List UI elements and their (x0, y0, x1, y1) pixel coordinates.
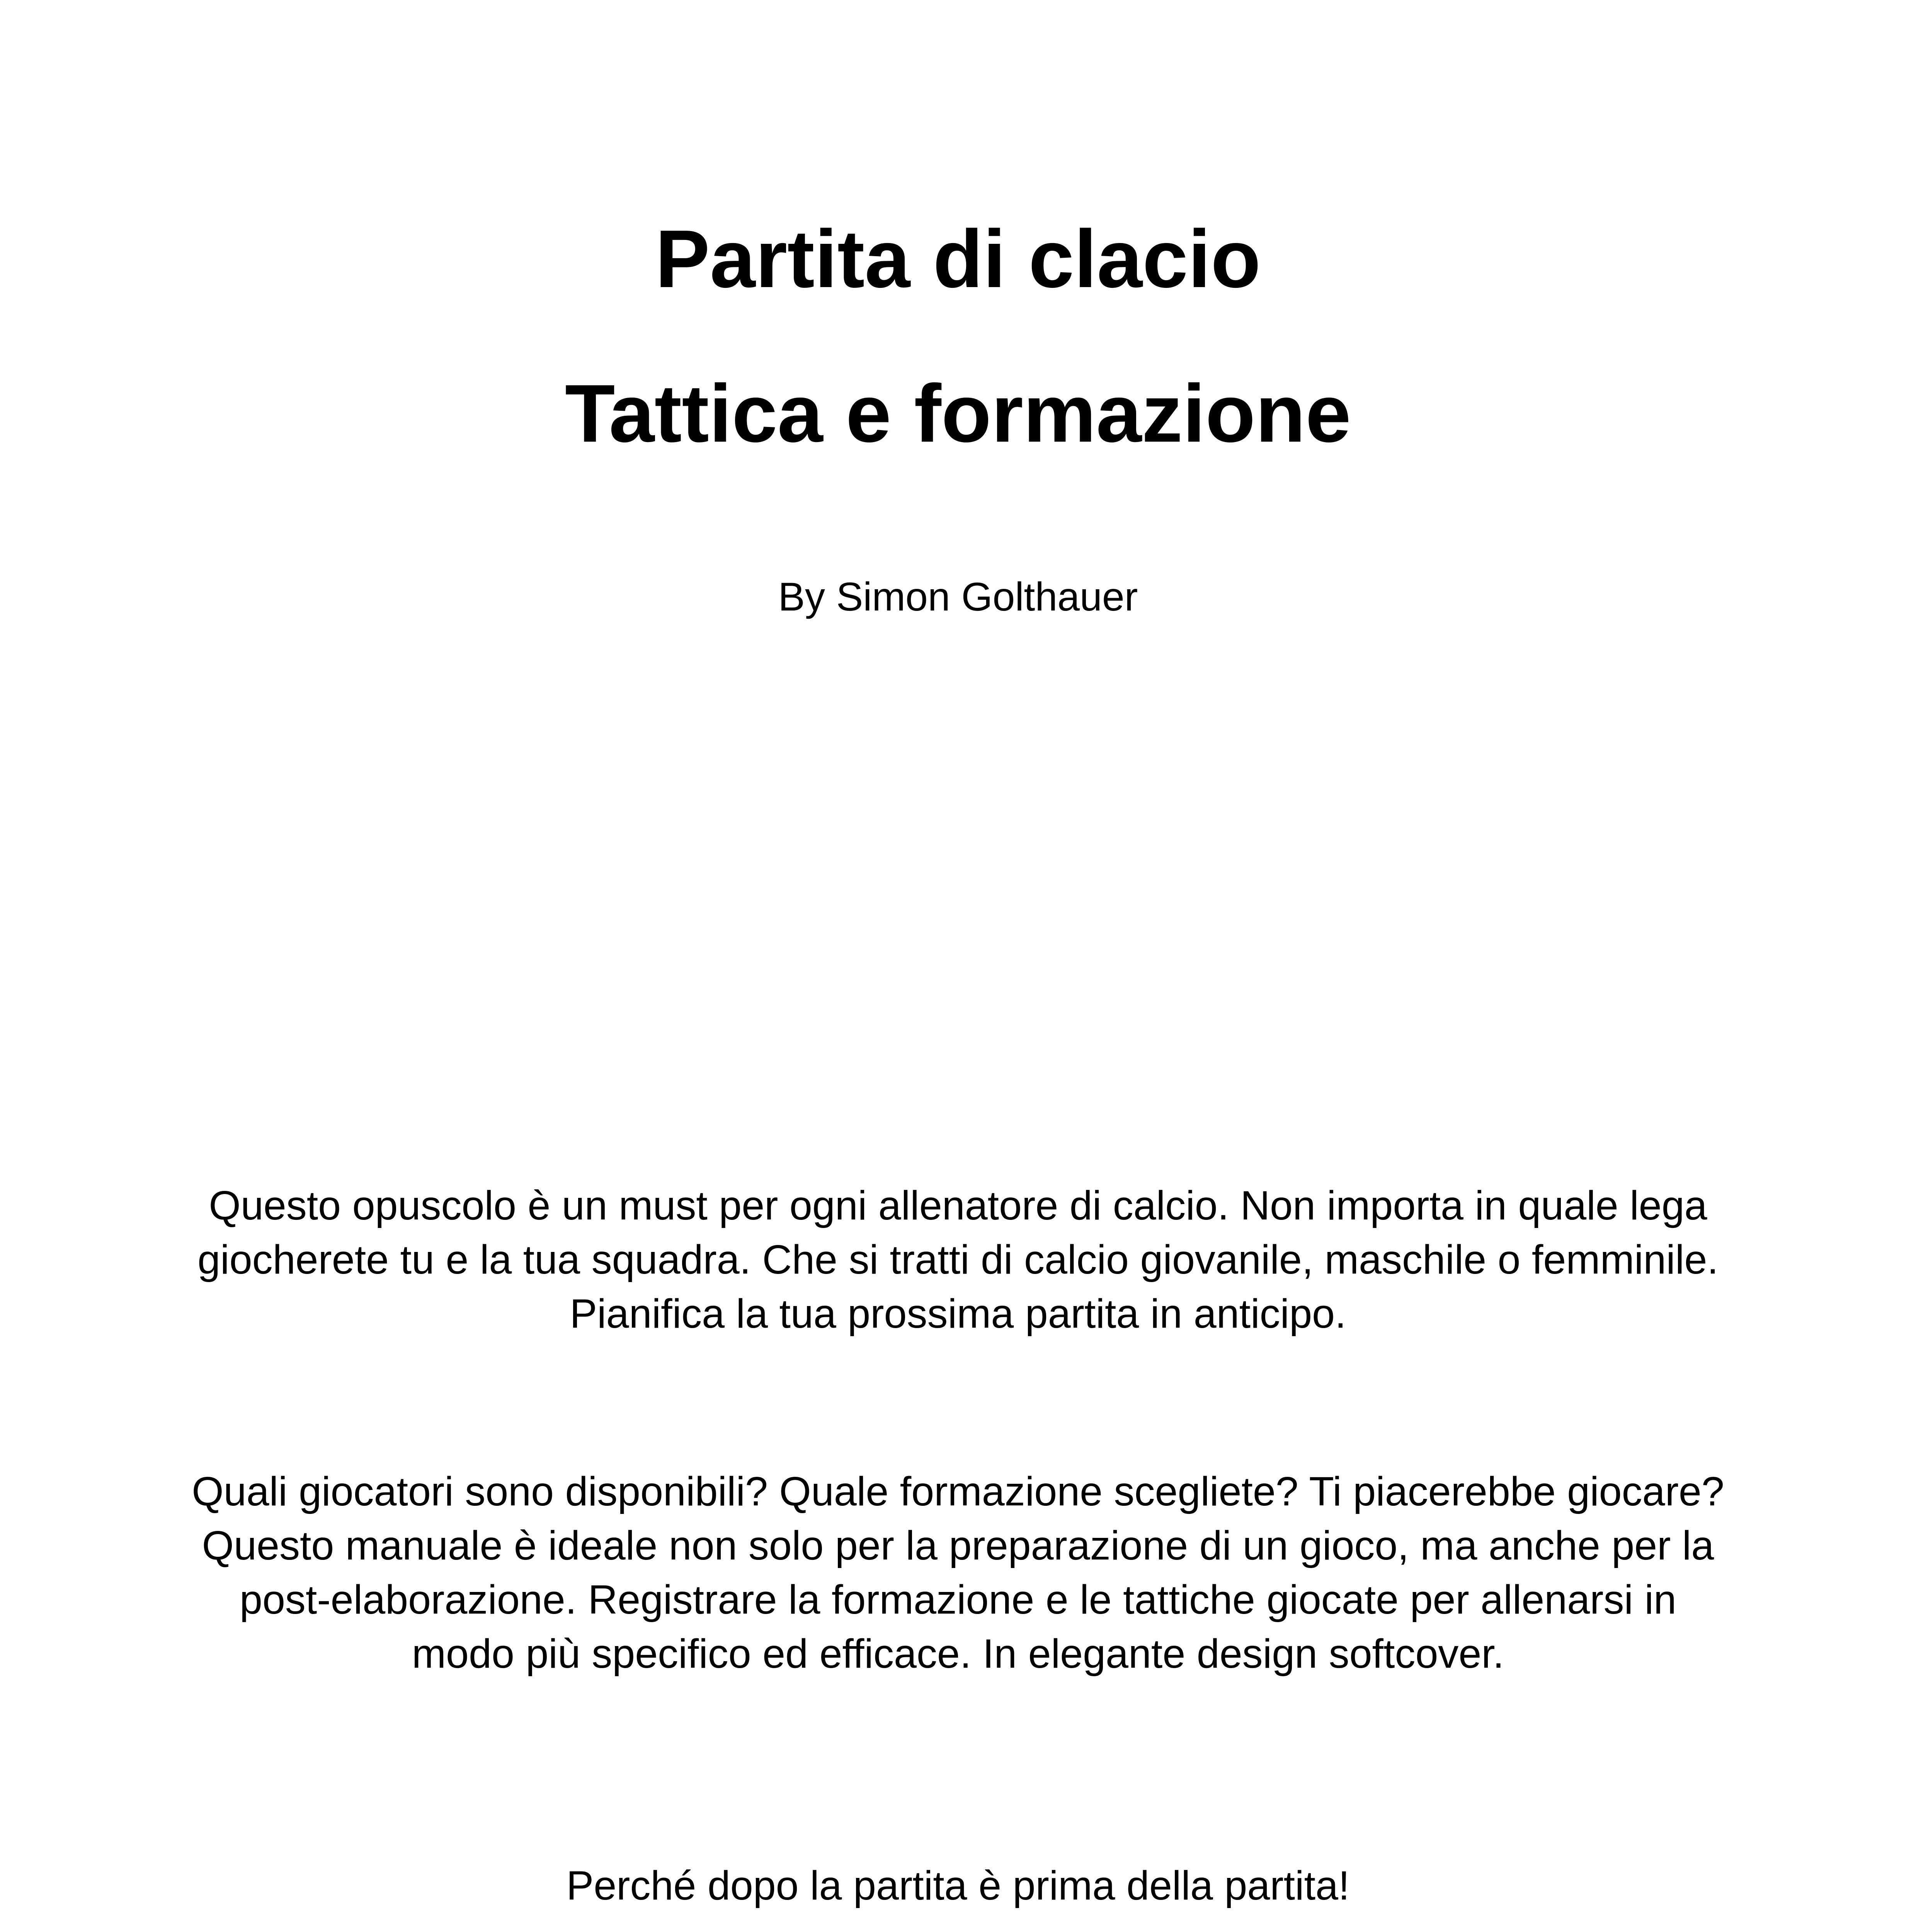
author-byline: By Simon Golthauer (778, 575, 1138, 619)
body-paragraph-2: Quali giocatori sono disponibili? Quale formazione scegliete? Ti piacerebbe giocare? Questo manuale è ideale non solo per la preparazione di un gioco, ma anche per la post-elaborazione. Registrare la formazione e le tattiche giocate per allenarsi in modo più specifico ed efficace. In elegante design softcover. (192, 1469, 1724, 1677)
title-block (0, 182, 1916, 491)
body-paragraph-1: Questo opuscolo è un must per ogni allenatore di calcio. Non importa in quale lega giocherete tu e la tua squadra. Che si tratti di calcio giovanile, maschile o femminile. Pianifica la tua prossima partita in anticipo. (197, 1183, 1719, 1337)
body-paragraph-3: Perché dopo la partita è prima della partita! (566, 1863, 1350, 1908)
title-line-2: Tattica e formazione (565, 367, 1351, 459)
title-line-1: Partita di clacio (655, 213, 1261, 304)
